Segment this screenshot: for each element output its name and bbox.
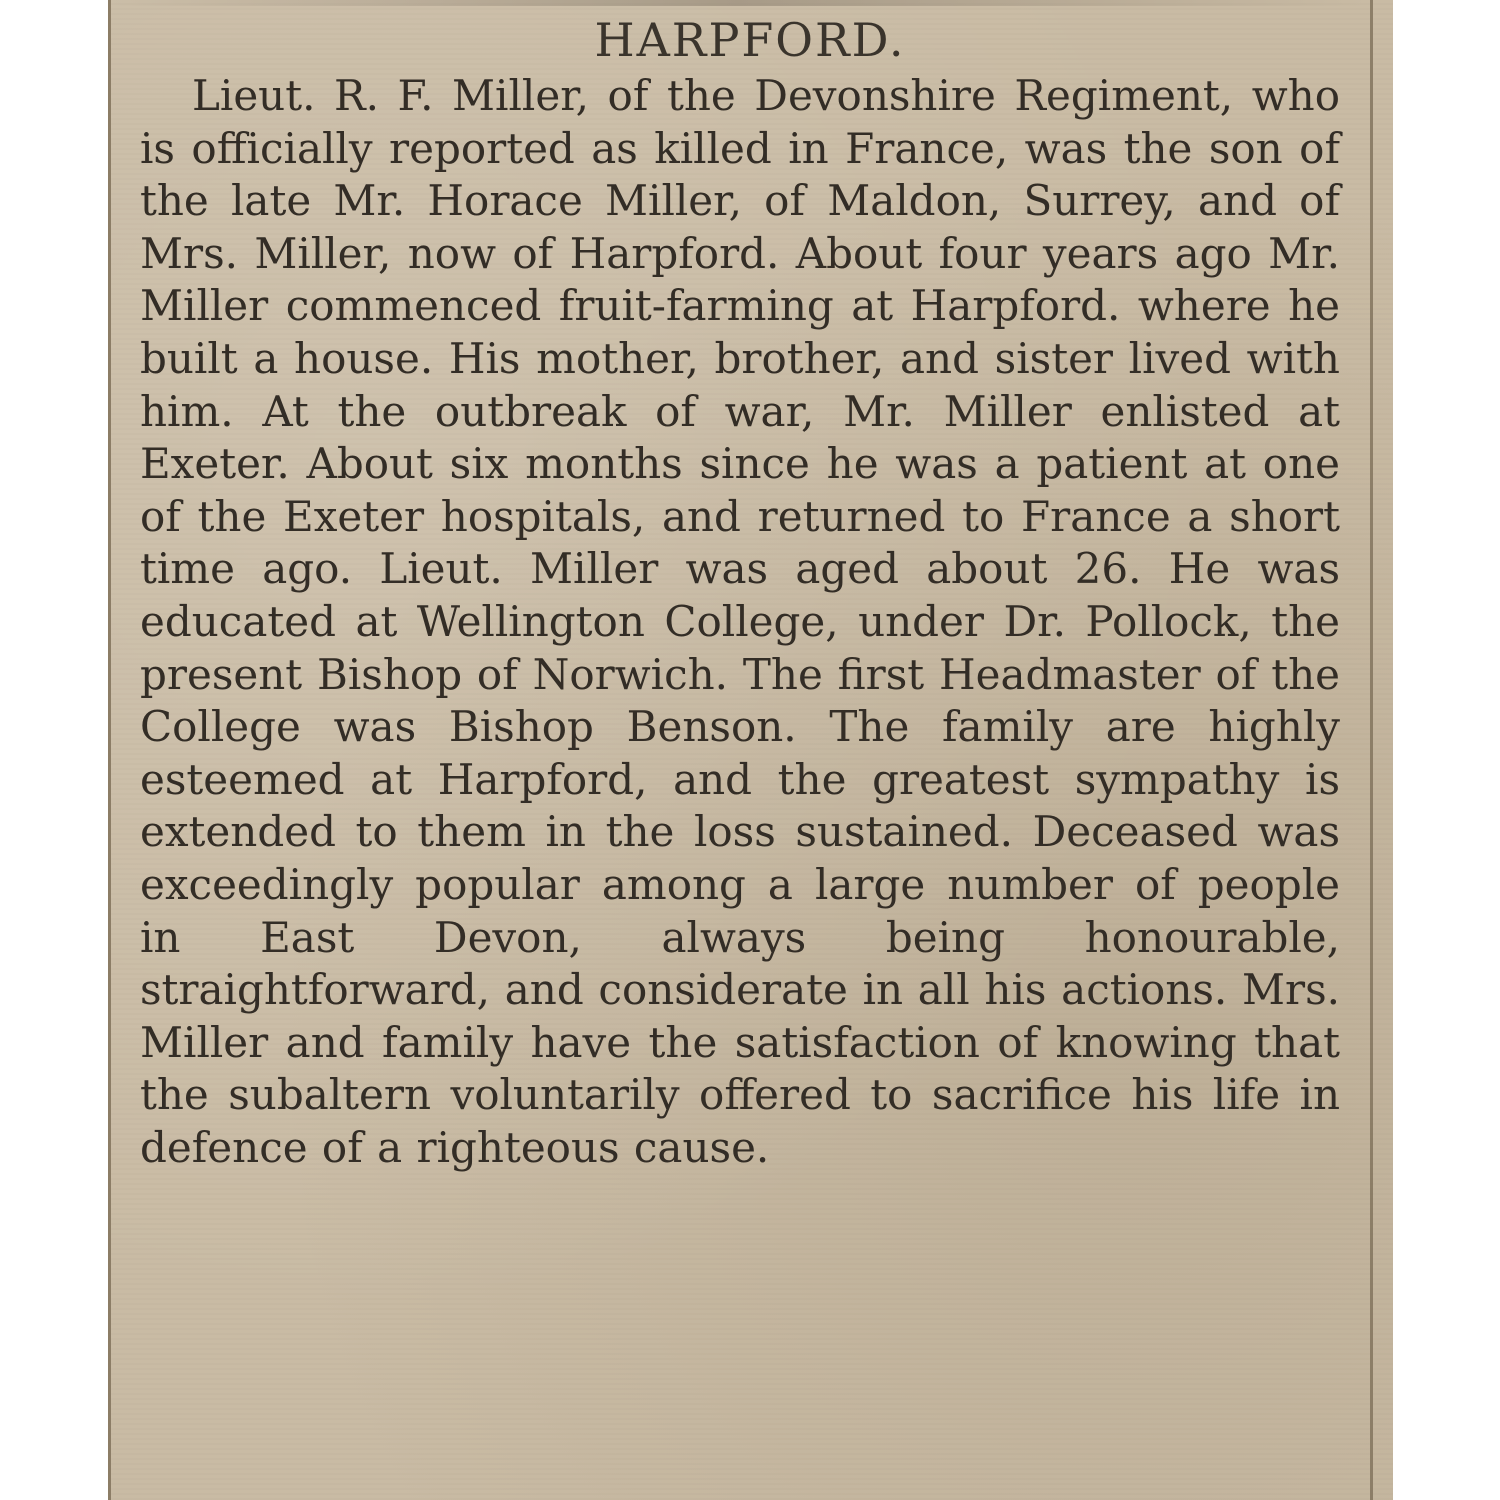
article-body: Lieut. R. F. Miller, of the Devonshire Regiment, who is officially reported as killed in France, was the son of the late Mr. Horace Miller, of Maldon, Surrey, and of Mrs. Miller, now of Harpford. About four years ago Mr. Miller commenced fruit-farming at Harpford. where he built a house. His mother, brother, and sister lived with him. At the outbreak of war, Mr. Miller enlisted at Exeter. About six months since he was a patient at one of the Exeter hospitals, and returned to France a short time ago. Lieut. Miller was aged about 26. He was educated at Wellington College, under Dr. Pollock, the present Bishop of Norwich. The first Headmaster of the College was Bishop Benson. The family are highly esteemed at Harpford, and the greatest sympathy is extended to them in the loss sustained. Deceased was exceedingly popular among a large number of people in East Devon, always being honourable, straightforward, and considerate in all his actions. Mrs. Miller and family have the satisfaction of knowing that the subaltern voluntarily offered to sacrifice his life in defence of a righteous cause. (140, 71, 1340, 1172)
column-rule (1370, 0, 1373, 1500)
article (140, 10, 1340, 1174)
article-headline: HARPFORD. (594, 13, 906, 67)
cut-off-previous-line (108, 0, 1368, 6)
